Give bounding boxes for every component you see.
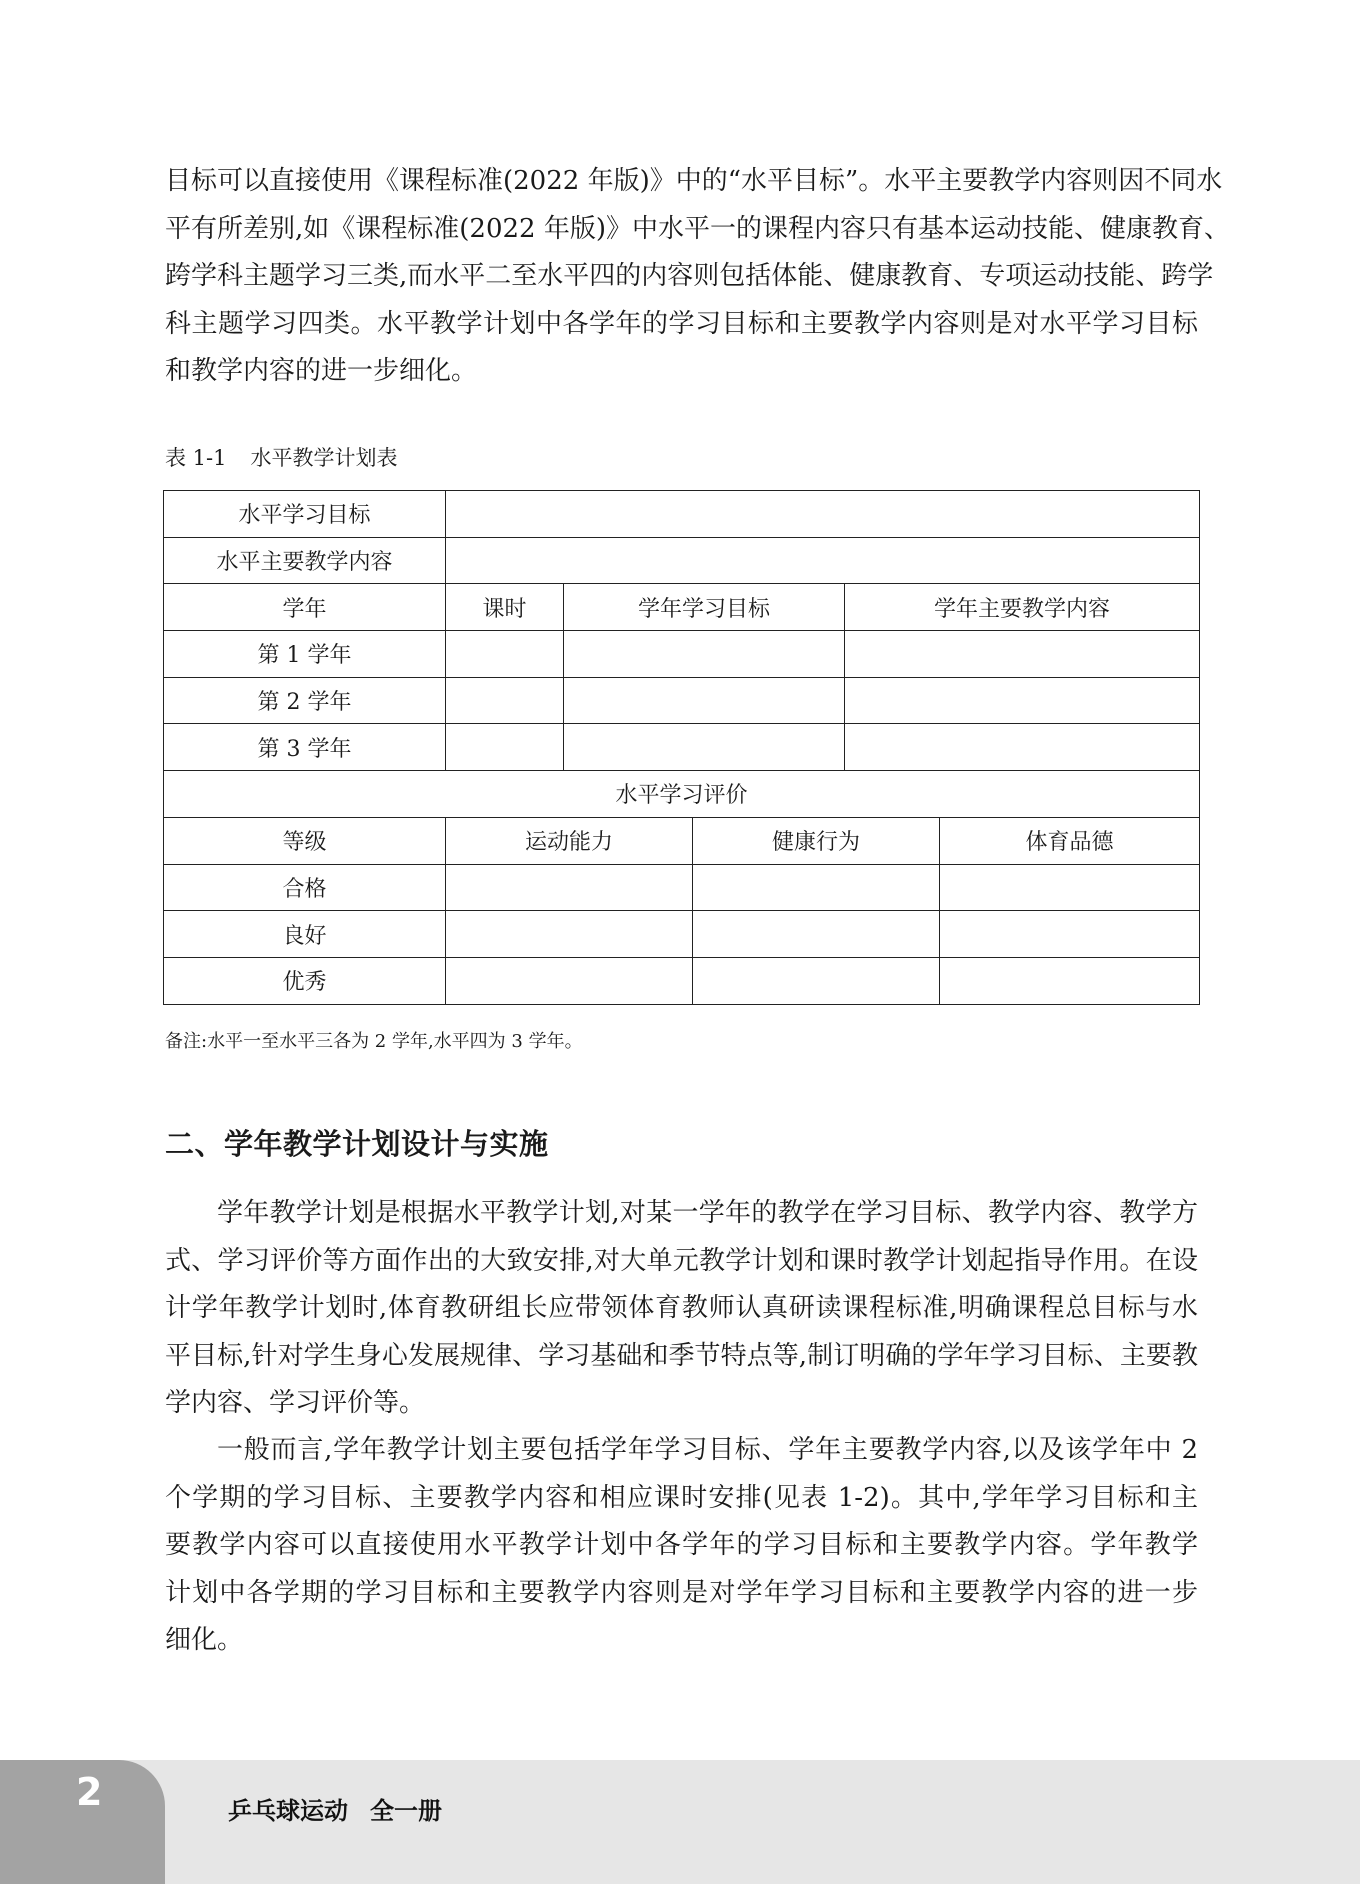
paragraph-line: 要教学内容可以直接使用水平教学计划中各学年的学习目标和主要教学内容。学年教学 (165, 1530, 1198, 1560)
paragraph-line: 式、学习评价等方面作出的大致安排,对大单元教学计划和课时教学计划起指导作用。在设 (165, 1245, 1198, 1276)
intro-line: 科主题学习四类。水平教学计划中各学年的学习目标和主要教学内容则是对水平学习目标 (165, 308, 1198, 339)
grade-label: 良好 (164, 911, 446, 958)
table-caption (165, 442, 398, 472)
intro-line: 和教学内容的进一步细化。 (165, 356, 478, 386)
paragraph-line: 学内容、学习评价等。 (165, 1388, 426, 1418)
intro-line: 目标可以直接使用《课程标准(2022 年版)》中的“水平目标”。水平主要教学内容则因不同水 (165, 166, 1223, 196)
table-note: 备注:水平一至水平三各为 2 学年,水平四为 3 学年。 (165, 1031, 583, 1052)
table-row (164, 724, 1200, 771)
sports-ethics-header: 体育品德 (940, 817, 1200, 864)
paragraph-line: 个学期的学习目标、主要教学内容和相应课时安排(见表 1-2)。其中,学年学习目标和主 (165, 1482, 1198, 1513)
table-row (164, 957, 1200, 1004)
paragraph-line: 一般而言,学年教学计划主要包括学年学习目标、学年主要教学内容,以及该学年中 2 (217, 1435, 1198, 1465)
year-content-header: 学年主要教学内容 (845, 584, 1200, 631)
health-behavior-header: 健康行为 (693, 817, 940, 864)
section-heading: 二、学年教学计划设计与实施 (165, 1127, 549, 1161)
level-content-cell (446, 537, 1200, 584)
table-cell (845, 631, 1200, 678)
grade-label: 合格 (164, 864, 446, 911)
footer-band (0, 1760, 1360, 1884)
year-header: 学年 (164, 584, 446, 631)
book-name: 乒乓球运动 (228, 1797, 348, 1825)
level-content-label: 水平主要教学内容 (164, 537, 446, 584)
intro-line: 平有所差别,如《课程标准(2022 年版)》中水平一的课程内容只有基本运动技能、健康教育、 (165, 213, 1230, 244)
table-cell (693, 957, 940, 1004)
table-row (164, 491, 1200, 538)
paragraph-line: 计学年教学计划时,体育教研组长应带领体育教师认真研读课程标准,明确课程总目标与水 (165, 1293, 1198, 1323)
table-cell (446, 631, 564, 678)
year-label: 第 2 学年 (164, 677, 446, 724)
table-cell (693, 911, 940, 958)
table-cell (940, 957, 1200, 1004)
body-paragraph-1 (165, 1190, 1198, 1428)
grade-label: 优秀 (164, 957, 446, 1004)
table-cell (940, 911, 1200, 958)
evaluation-title: 水平学习评价 (164, 771, 1200, 818)
book-title (228, 1791, 442, 1826)
hours-header: 课时 (446, 584, 564, 631)
level-plan-table (163, 490, 1200, 1005)
table-title: 水平教学计划表 (250, 446, 398, 470)
intro-line: 跨学科主题学习三类,而水平二至水平四的内容则包括体能、健康教育、专项运动技能、跨学 (165, 261, 1214, 291)
table-row (164, 911, 1200, 958)
intro-paragraph (165, 158, 1230, 396)
book-volume: 全一册 (370, 1797, 442, 1825)
table-row (164, 771, 1200, 818)
table-cell (940, 864, 1200, 911)
paragraph-line: 计划中各学期的学习目标和主要教学内容则是对学年学习目标和主要教学内容的进一步 (165, 1577, 1198, 1608)
table-cell (446, 864, 693, 911)
table-row (164, 677, 1200, 724)
table-cell (564, 631, 845, 678)
year-label: 第 3 学年 (164, 724, 446, 771)
motor-ability-header: 运动能力 (446, 817, 693, 864)
page-number: 2 (76, 1770, 103, 1814)
table-cell (446, 911, 693, 958)
year-goal-header: 学年学习目标 (564, 584, 845, 631)
paragraph-line: 细化。 (165, 1625, 244, 1655)
table-cell (845, 677, 1200, 724)
level-goal-cell (446, 491, 1200, 538)
body-paragraph-2 (165, 1427, 1198, 1665)
table-row (164, 631, 1200, 678)
paragraph-line: 学年教学计划是根据水平教学计划,对某一学年的教学在学习目标、教学内容、教学方 (217, 1198, 1198, 1228)
table-cell (564, 724, 845, 771)
table-row (164, 817, 1200, 864)
level-goal-label: 水平学习目标 (164, 491, 446, 538)
table-number: 表 1-1 (165, 446, 227, 470)
grade-header: 等级 (164, 817, 446, 864)
table-row (164, 864, 1200, 911)
paragraph-line: 平目标,针对学生身心发展规律、学习基础和季节特点等,制订明确的学年学习目标、主要教 (165, 1340, 1198, 1371)
table-cell (693, 864, 940, 911)
table-cell (845, 724, 1200, 771)
table-cell (446, 677, 564, 724)
table-cell (446, 957, 693, 1004)
table-cell (446, 724, 564, 771)
table-cell (564, 677, 845, 724)
year-label: 第 1 学年 (164, 631, 446, 678)
table-row (164, 584, 1200, 631)
table-row (164, 537, 1200, 584)
